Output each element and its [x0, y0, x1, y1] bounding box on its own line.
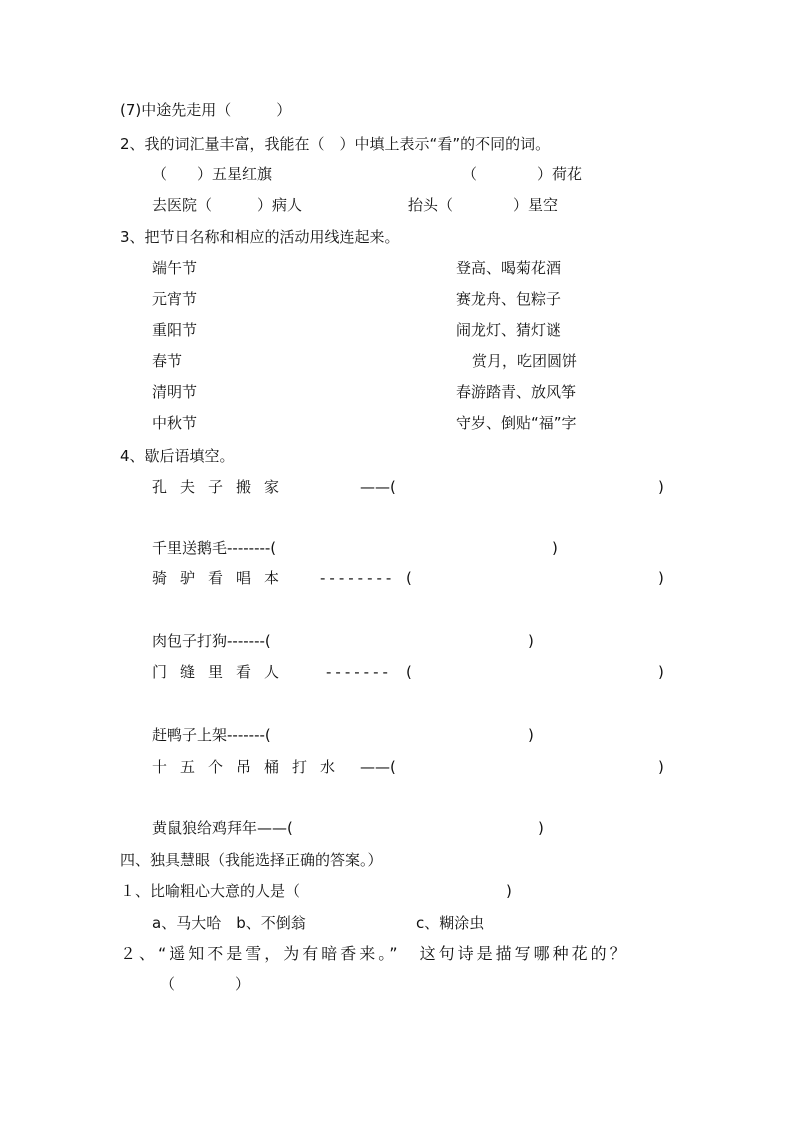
question-7: (7)中途先走用（ ） [120, 101, 292, 119]
activity-item: 赏月，吃团圆饼 [472, 352, 578, 370]
idiom-dash: ——( [360, 478, 396, 496]
idiom-blank-close: ) [658, 663, 664, 681]
festival-item: 元宵节 [152, 290, 198, 308]
idiom-riddle: 骑驴看唱本 [152, 569, 293, 587]
q2-row1-right: （ ）荷花 [462, 165, 583, 183]
question-4-title: 4、歇后语填空。 [120, 447, 235, 465]
festival-item: 春节 [152, 352, 183, 370]
s4-q1-option-c: c、糊涂虫 [416, 914, 485, 932]
festival-item: 清明节 [152, 383, 198, 401]
activity-item: 闹龙灯、猜灯谜 [456, 321, 562, 339]
festival-item: 重阳节 [152, 321, 198, 339]
idiom-riddle: 十五个吊桶打水 [152, 758, 349, 776]
idiom-riddle: 孔夫子搬家 [152, 478, 293, 496]
idiom-riddle: 赶鸭子上架-------( [152, 726, 271, 744]
idiom-blank-close: ) [528, 726, 534, 744]
q2-row1-left: （ ）五星红旗 [152, 165, 273, 183]
idiom-blank-open: ( [406, 663, 412, 681]
festival-item: 端午节 [152, 259, 198, 277]
idiom-dash: ------- [326, 663, 392, 681]
activity-item: 春游踏青、放风筝 [456, 383, 577, 401]
section-4-title: 四、独具慧眼（我能选择正确的答案。） [120, 851, 383, 869]
activity-item: 赛龙舟、包粽子 [456, 290, 562, 308]
s4-q2-blank: （ ） [160, 975, 251, 993]
s4-q1-blank-close: ) [506, 882, 512, 900]
question-2-title: 2、我的词汇量丰富，我能在（ ）中填上表示“看”的不同的词。 [120, 135, 551, 153]
idiom-blank-close: ) [658, 569, 664, 587]
s4-question-2: ２、“遥知不是雪，为有暗香来。” 这句诗是描写哪种花的？ [120, 944, 629, 963]
q2-row2-right: 抬头（ ）星空 [408, 196, 559, 214]
festival-item: 中秋节 [152, 414, 198, 432]
idiom-riddle: 肉包子打狗-------( [152, 632, 271, 650]
activity-item: 守岁、倒贴“福”字 [456, 414, 577, 432]
s4-question-1: １、比喻粗心大意的人是（ [120, 882, 301, 900]
activity-item: 登高、喝菊花酒 [456, 259, 562, 277]
idiom-blank-close: ) [528, 632, 534, 650]
idiom-riddle: 千里送鹅毛--------( [152, 539, 277, 557]
q2-row2-left: 去医院（ ）病人 [152, 196, 303, 214]
idiom-riddle: 门缝里看人 [152, 663, 293, 681]
idiom-blank-open: ( [406, 569, 412, 587]
idiom-blank-close: ) [658, 478, 664, 496]
idiom-blank-close: ) [538, 819, 544, 837]
s4-q1-options-ab: a、马大哈 b、不倒翁 [152, 914, 306, 932]
idiom-blank-close: ) [658, 758, 664, 776]
idiom-dash: -------- [320, 569, 396, 587]
question-3-title: 3、把节日名称和相应的活动用线连起来。 [120, 228, 400, 246]
idiom-blank-close: ) [552, 539, 558, 557]
idiom-riddle: 黄鼠狼给鸡拜年——( [152, 819, 293, 837]
idiom-dash: ——( [360, 758, 396, 776]
